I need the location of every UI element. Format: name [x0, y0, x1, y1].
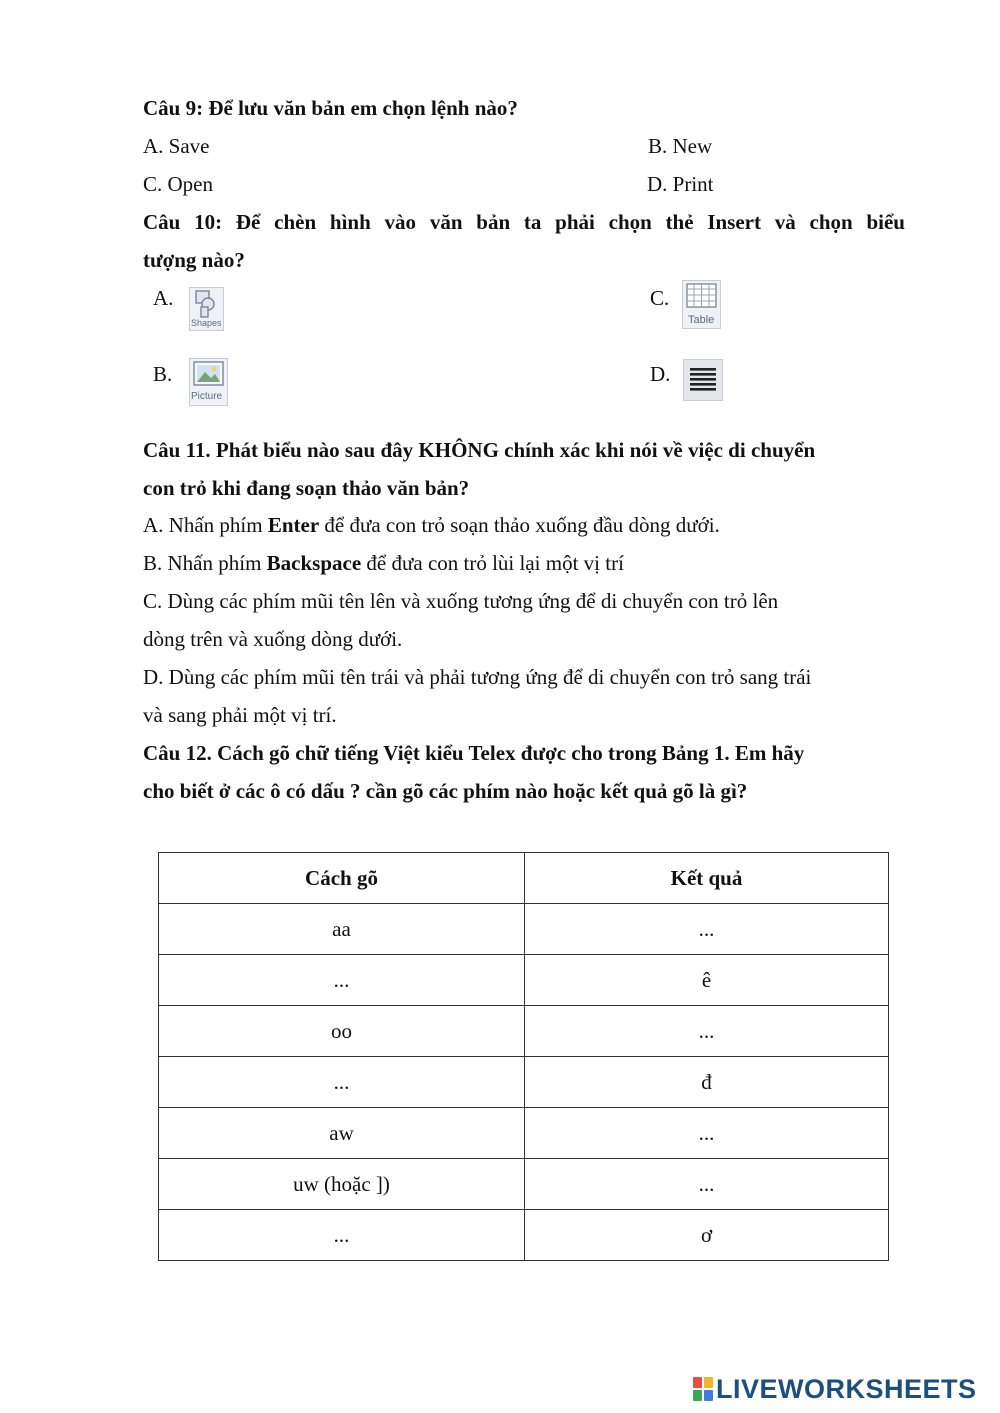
- q9-option-d: D. Print: [647, 172, 714, 196]
- table-row: [159, 1159, 889, 1210]
- table-cell: ...: [159, 1057, 525, 1108]
- table-row: [159, 1210, 889, 1261]
- q11-option-b-key: Backspace: [266, 551, 362, 575]
- table-cell: ...: [525, 1108, 889, 1159]
- q10-option-d-label: D.: [650, 362, 671, 386]
- q11-option-c-line1: C. Dùng các phím mũi tên lên và xuống tương ứng để di chuyển con trỏ lên: [143, 589, 779, 613]
- q11-option-a-key: Enter: [267, 513, 320, 537]
- q9-option-b: B. New: [648, 134, 713, 158]
- logo-mark-square: [704, 1377, 713, 1388]
- logo-mark-square: [704, 1390, 713, 1401]
- telex-table: [158, 852, 889, 1261]
- question-11-title-line1: Câu 11. Phát biểu nào sau đây KHÔNG chính xác khi nói về việc di chuyển: [143, 438, 816, 462]
- table-row: [159, 1006, 889, 1057]
- table-cell: ...: [159, 955, 525, 1006]
- table-cell: ...: [525, 1006, 889, 1057]
- liveworksheets-logo[interactable]: [693, 1373, 977, 1405]
- shapes-icon-caption: Shapes: [191, 318, 222, 328]
- table-row: [159, 955, 889, 1006]
- q11-option-a-pre: A. Nhấn phím: [143, 513, 268, 537]
- table-row: [159, 904, 889, 955]
- table-cell: aa: [159, 904, 525, 955]
- q11-option-d-line2: và sang phải một vị trí.: [143, 703, 337, 727]
- q11-option-d-line1: D. Dùng các phím mũi tên trái và phải tương ứng để di chuyển con trỏ sang trái: [143, 665, 812, 689]
- q9-option-a: A. Save: [143, 134, 210, 158]
- q9-option-c: C. Open: [143, 172, 213, 196]
- table-cell: ...: [525, 904, 889, 955]
- table-cell: oo: [159, 1006, 525, 1057]
- q11-option-b-pre: B. Nhấn phím: [143, 551, 267, 575]
- q11-option-b-post: để đưa con trỏ lùi lại một vị trí: [361, 551, 624, 575]
- table-header-typing: Cách gõ: [159, 853, 525, 904]
- logo-mark-square: [693, 1390, 702, 1401]
- table-cell: aw: [159, 1108, 525, 1159]
- text-lines-icon: [683, 359, 723, 401]
- picture-icon-caption: Picture: [191, 391, 223, 402]
- q11-option-c-line2: dòng trên và xuống dòng dưới.: [143, 627, 403, 651]
- table-header-row: [159, 853, 889, 904]
- question-12-title-line1: Câu 12. Cách gõ chữ tiếng Việt kiểu Telex được cho trong Bảng 1. Em hãy: [143, 741, 805, 765]
- table-cell: ...: [525, 1159, 889, 1210]
- question-10-title-line1: Câu 10: Để chèn hình vào văn bản ta phải chọn thẻ Insert và chọn biểu: [143, 210, 905, 234]
- table-icon-caption: Table: [688, 314, 715, 326]
- question-11-title-line2: con trỏ khi đang soạn thảo văn bản?: [143, 476, 470, 500]
- q11-option-b: [143, 551, 624, 576]
- q10-option-a-label: A.: [153, 286, 174, 310]
- question-9-title: Câu 9: Để lưu văn bản em chọn lệnh nào?: [143, 96, 518, 120]
- logo-mark-icon: [693, 1377, 713, 1401]
- question-10-title-line2: tượng nào?: [143, 248, 245, 272]
- q11-option-a-post: để đưa con trỏ soạn thảo xuống đầu dòng dưới.: [319, 513, 720, 537]
- table-row: [159, 1057, 889, 1108]
- table-cell: uw (hoặc ]): [159, 1159, 525, 1210]
- question-12-title-line2: cho biết ở các ô có dấu ? cần gõ các phím nào hoặc kết quả gõ là gì?: [143, 779, 748, 803]
- q11-option-a: [143, 513, 720, 538]
- table-cell: ...: [159, 1210, 525, 1261]
- q10-option-c-label: C.: [650, 286, 670, 310]
- logo-mark-square: [693, 1377, 702, 1388]
- logo-text: LIVEWORKSHEETS: [716, 1373, 977, 1404]
- table-cell: ê: [525, 955, 889, 1006]
- q10-option-b-label: B.: [153, 362, 173, 386]
- table-cell: ơ: [525, 1210, 889, 1261]
- table-header-result: Kết quả: [525, 853, 889, 904]
- table-cell: đ: [525, 1057, 889, 1108]
- table-row: [159, 1108, 889, 1159]
